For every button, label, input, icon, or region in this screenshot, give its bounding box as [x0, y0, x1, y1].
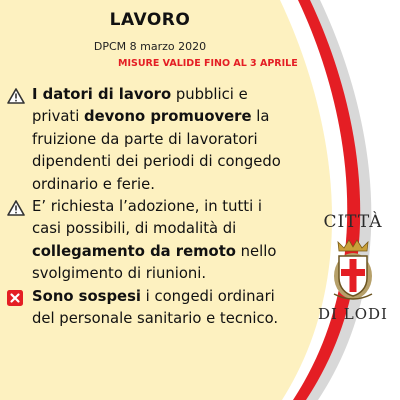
list-item [6, 196, 288, 286]
item-text [32, 288, 278, 327]
logo-line-1: CITTÀ [323, 212, 383, 232]
bold-segment: devono promuovere [84, 108, 252, 126]
text-segment: pubblici e privati [32, 86, 248, 126]
list-item [6, 286, 288, 331]
bold-segment: I datori di lavoro [32, 86, 172, 103]
cross-mark-icon [7, 290, 25, 306]
bold-segment: collegamento da remoto [32, 242, 236, 260]
text-segment: E’ richiesta l’adozione, in tutti i casi possibili, di modalità di [32, 198, 263, 238]
city-logo [312, 212, 394, 330]
page-title: LAVORO [109, 10, 191, 30]
text-segment: nello svolgimento di riunioni. [32, 242, 277, 283]
validity-note: MISURE VALIDE FINO AL 3 APRILE [118, 58, 298, 69]
logo-line-2: DI LODI [318, 305, 388, 323]
decree-date: DPCM 8 marzo 2020 [93, 40, 207, 53]
item-text [32, 86, 281, 193]
text-segment: i congedi ordinari del personale sanitario e tecnico. [32, 287, 279, 328]
item-text [32, 198, 276, 282]
warning-icon [7, 88, 25, 104]
bold-segment: Sono sospesi [32, 287, 141, 305]
text-segment: la fruizione da parte di lavoratori dipendenti dei periodi di congedo ordinario e ferie. [32, 108, 281, 193]
list-item [6, 84, 288, 196]
coat-of-arms-icon [330, 238, 376, 302]
warning-icon [7, 200, 25, 216]
measures-list [6, 84, 288, 330]
